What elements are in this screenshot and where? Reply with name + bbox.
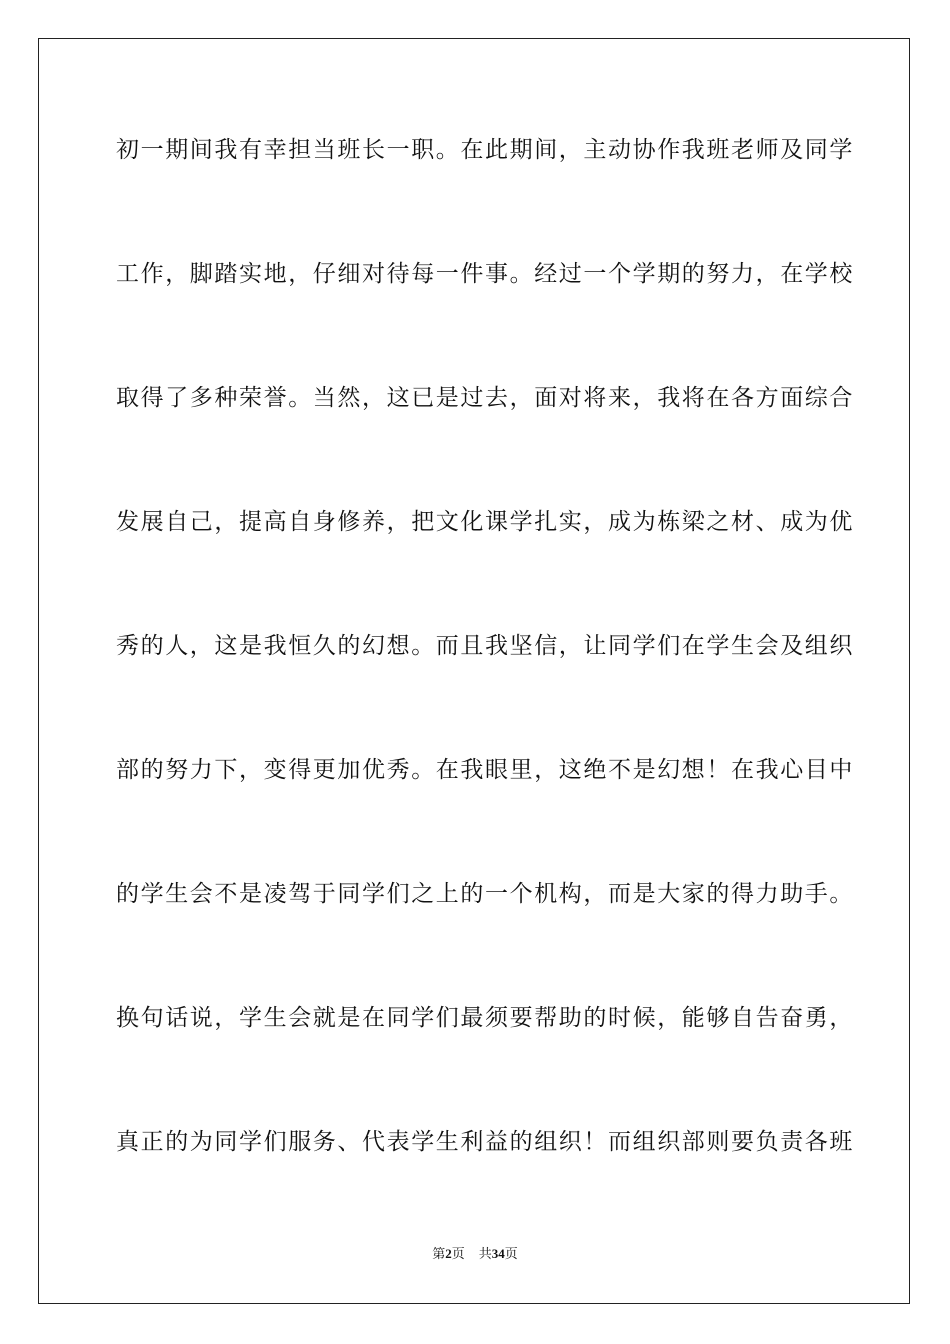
total-suffix: 页 bbox=[504, 1246, 518, 1261]
text-line: 取得了多种荣誉。当然，这已是过去，面对将来，我将在各方面综合 bbox=[116, 385, 854, 411]
total-prefix: 共 bbox=[478, 1246, 492, 1261]
text-line: 秀的人，这是我恒久的幻想。而且我坚信，让同学们在学生会及组织 bbox=[116, 633, 854, 659]
text-line: 部的努力下，变得更加优秀。在我眼里，这绝不是幻想！在我心目中 bbox=[116, 757, 854, 783]
text-line: 的学生会不是凌驾于同学们之上的一个机构，而是大家的得力助手。 bbox=[116, 881, 854, 907]
page-suffix: 页 bbox=[451, 1246, 465, 1261]
text-line: 换句话说，学生会就是在同学们最须要帮助的时候，能够自告奋勇， bbox=[116, 1005, 854, 1031]
page-prefix: 第 bbox=[432, 1246, 446, 1261]
page-footer bbox=[0, 1244, 950, 1264]
page-border bbox=[38, 38, 910, 1304]
total-pages: 34 bbox=[491, 1246, 505, 1261]
text-line: 发展自己，提高自身修养，把文化课学扎实，成为栋梁之材、成为优 bbox=[116, 509, 854, 535]
text-line: 真正的为同学们服务、代表学生利益的组织！而组织部则要负责各班 bbox=[116, 1129, 854, 1155]
page-number: 2 bbox=[445, 1246, 452, 1261]
text-line: 工作，脚踏实地，仔细对待每一件事。经过一个学期的努力，在学校 bbox=[116, 261, 854, 287]
text-line: 初一期间我有幸担当班长一职。在此期间，主动协作我班老师及同学 bbox=[116, 137, 854, 163]
